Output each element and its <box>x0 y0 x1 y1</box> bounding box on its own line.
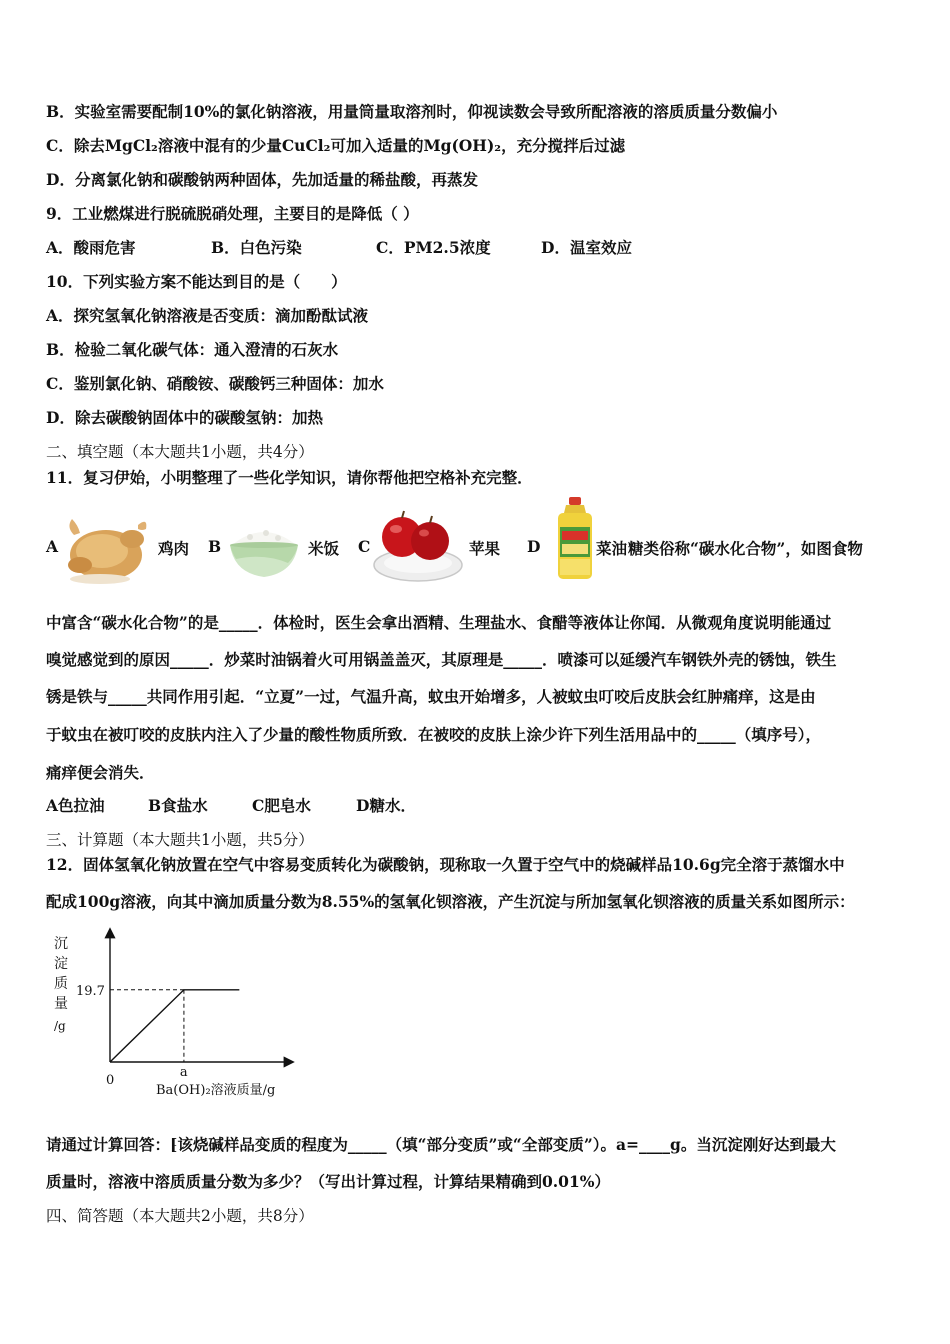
q12-para-1: 12．固体氢氧化钠放置在空气中容易变质转化为碳酸钠，现称取一久置于空气中的烧碱样品10.6g完全溶于蒸馏水中 <box>46 855 845 874</box>
section-3-heading: 三、计算题（本大题共1小题，共5分） <box>46 831 314 849</box>
x-axis-label: Ba(OH)₂溶液质量/g <box>156 1083 276 1098</box>
apple-plate-image <box>372 507 464 585</box>
q9-option-d: D．温室效应 <box>541 238 632 257</box>
q11-para-1: 中富含“碳水化合物”的是_____．体检时，医生会拿出酒精、生理盐水、食醋等液体让你闻．从微观角度说明能通过 <box>46 613 832 632</box>
food-c-name: 苹果 <box>469 539 501 558</box>
q11-para-2: 嗅觉感觉到的原因_____．炒菜时油锅着火可用锅盖盖灭，其原理是_____．喷漆可以延缓汽车钢铁外壳的锈蚀，铁生 <box>46 650 837 669</box>
q11-intro-end: 糖类俗称“碳水化合物”，如图食物 <box>628 539 863 558</box>
precipitate-line <box>110 990 239 1062</box>
chicken-image <box>60 505 152 587</box>
y-label-char: 沉 <box>54 936 68 952</box>
q11-para-5: 痛痒便会消失． <box>46 763 155 782</box>
q12-para-2: 配成100g溶液，向其中滴加质量分数为8.55%的氢氧化钡溶液，产生沉淀与所加氢氧化钡溶液的质量关系如图所示： <box>46 892 855 911</box>
q9-option-a: A．酸雨危害 <box>46 238 136 257</box>
food-b-letter: B <box>208 537 222 556</box>
y-tick-label: 19.7 <box>76 983 105 999</box>
q11-option-c: C肥皂水 <box>252 796 311 815</box>
food-a-name: 鸡肉 <box>158 539 190 558</box>
rice-bowl-image <box>226 523 302 583</box>
y-label-char: 质 <box>54 976 68 992</box>
q11-option-d: D糖水． <box>356 796 416 815</box>
precipitate-chart-svg <box>46 926 316 1106</box>
q11-food-row <box>46 497 916 597</box>
q8-option-b: B．实验室需要配制10%的氯化钠溶液，用量筒量取溶剂时，仰视读数会导致所配溶液的溶质质量分数偏小 <box>46 102 778 121</box>
q9-stem: 9．工业燃煤进行脱硫脱硝处理，主要目的是降低（ ） <box>46 204 419 223</box>
food-a-letter: A <box>46 537 59 556</box>
food-d-letter: D <box>527 537 541 556</box>
q8-option-d: D．分离氯化钠和碳酸钠两种固体，先加适量的稀盐酸，再蒸发 <box>46 170 478 189</box>
section-4-heading: 四、简答题（本大题共2小题，共8分） <box>46 1207 314 1225</box>
oil-bottle-image <box>554 497 596 581</box>
q11-para-3: 锈是铁与_____共同作用引起．“立夏”一过，气温升高，蚊虫开始增多，人被蚊虫叮咬后皮肤会红肿痛痒，这是由 <box>46 687 816 706</box>
food-b-name: 米饭 <box>308 539 340 558</box>
origin-label: 0 <box>106 1073 115 1088</box>
q9-option-c: C．PM2.5浓度 <box>376 238 491 257</box>
q11-option-b: B食盐水 <box>148 796 208 815</box>
y-label-char: 量 <box>54 996 68 1012</box>
food-c-letter: C <box>358 537 371 556</box>
food-d-name: 菜油 <box>596 539 628 558</box>
q8-option-c: C．除去MgCl₂溶液中混有的少量CuCl₂可加入适量的Mg(OH)₂，充分搅拌后过滤 <box>46 136 626 155</box>
q9-option-b: B．白色污染 <box>211 238 302 257</box>
q11-option-a: A色拉油 <box>46 796 105 815</box>
q11-stem: 11．复习伊始，小明整理了一些化学知识，请你帮他把空格补充完整． <box>46 468 533 487</box>
y-label-unit: /g <box>54 1019 66 1033</box>
q10-option-c: C．鉴别氯化钠、硝酸铵、碳酸钙三种固体：加水 <box>46 374 384 393</box>
section-2-heading: 二、填空题（本大题共1小题，共4分） <box>46 443 314 461</box>
q10-stem: 10．下列实验方案不能达到目的是（ ） <box>46 272 347 291</box>
q10-option-d: D．除去碳酸钠固体中的碳酸氢钠：加热 <box>46 408 323 427</box>
y-label-char: 淀 <box>54 956 68 972</box>
q10-option-a: A．探究氢氧化钠溶液是否变质：滴加酚酞试液 <box>46 306 369 325</box>
q10-option-b: B．检验二氧化碳气体：通入澄清的石灰水 <box>46 340 339 359</box>
q11-para-4: 于蚊虫在被叮咬的皮肤内注入了少量的酸性物质所致．在被咬的皮肤上涂少许下列生活用品中的_____（填序号）， <box>46 725 822 744</box>
precipitate-chart <box>46 926 316 1106</box>
q12-question-2: 质量时，溶液中溶质质量分数为多少？（写出计算过程，计算结果精确到0.01%） <box>46 1172 610 1191</box>
q12-question-1: 请通过计算回答：⁅该烧碱样品变质的程度为_____（填“部分变质”或“全部变质”）。a=____g。当沉淀刚好达到最大 <box>46 1135 836 1154</box>
x-tick-label: a <box>179 1065 188 1080</box>
